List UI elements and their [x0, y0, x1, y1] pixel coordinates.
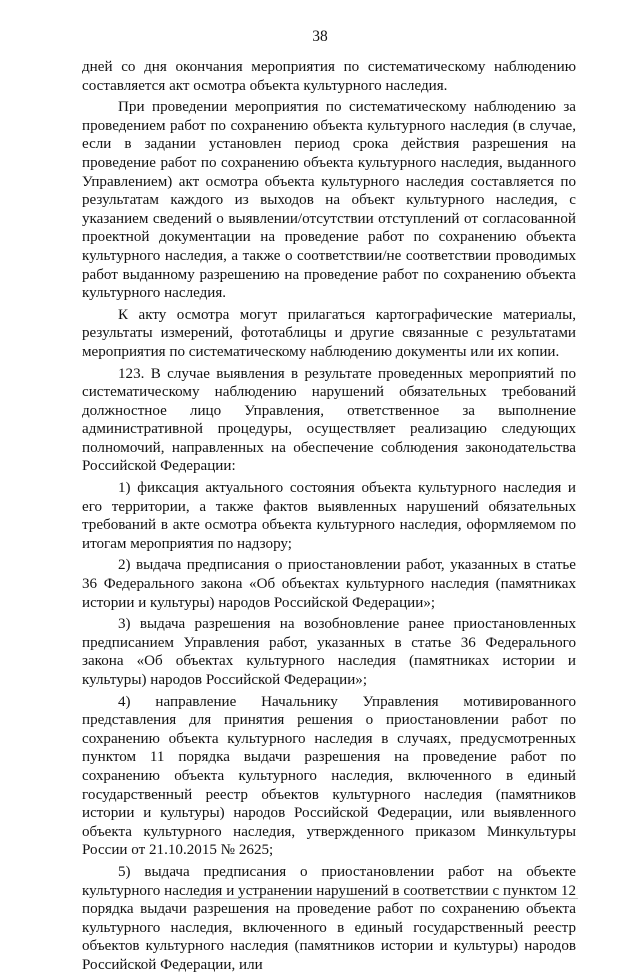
list-item-4: 4) направление Начальнику Управления мотивированного представления для принятия решения о приостановлении работ по сохранению объекта культурного наследия в случаях, предусмотренных пунктом 11 порядка выдачи разрешения на проведение работ по сохранению объекта культурного наследия, включенного в единый государственный реестр объектов культурного наследия (памятников истории и культуры) народов Российской Федерации, или выявленного объекта культурного наследия, утвержденного приказом Минкультуры России от 21.10.2015 № 2625;: [82, 693, 576, 859]
list-item-2: 2) выдача предписания о приостановлении работ, указанных в статье 36 Федерального закона «Об объектах культурного наследия (памятниках истории и культуры) народов Российской Федерации»;: [82, 557, 576, 611]
list-item-1: 1) фиксация актуального состояния объекта культурного наследия и его территории, а также фактов выявленных нарушений обязательных требований в акте осмотра объекта культурного наследия, оформляемом по итогам мероприятия по надзору;: [82, 480, 576, 552]
paragraph-continuation: дней со дня окончания мероприятия по систематическому наблюдению составляется акт осмотра объекта культурного наследия.: [82, 59, 576, 94]
document-body: [82, 58, 576, 978]
paragraph-item-123: 123. В случае выявления в результате проведенных мероприятий по систематическому наблюдению нарушений обязательных требований должностное лицо Управления, ответственное за выполнение административной процедуры, осуществляет реализацию следующих полномочий, направленных на обеспечение соблюдения законодательства Российской Федерации:: [82, 365, 576, 475]
paragraph-inspection-act: При проведении мероприятия по систематическому наблюдению за проведением работ по сохранению объекта культурного наследия (в случае, если в задании установлен период срока действия разрешения на проведение работ по сохранению объекта культурного наследия, выданного Управлением) акт осмотра объекта культурного наследия составляется по результатам каждого из выходов на объект культурного наследия, с указанием сведений о выявлении/отсутствии отступлений от согласованной проектной документации на проведение работ по сохранению объекта культурного наследия, а также о соответствии/не соответствии проводимых работ выданному разрешению на проведение работ по сохранению объекта культурного наследия.: [82, 99, 576, 302]
footer-divider: [178, 898, 578, 899]
list-item-3: 3) выдача разрешения на возобновление ранее приостановленных предписанием Управления работ, указанных в статье 36 Федерального закона «Об объектах культурного наследия (памятниках истории и культуры) народов Российской Федерации»;: [82, 616, 576, 688]
list-item-5: 5) выдача предписания о приостановлении работ на объекте культурного наследия и устранении нарушений в соответствии с пунктом 12 порядка выдачи разрешения на проведение работ по сохранению объекта культурного наследия, включенного в единый государственный реестр объектов культурного наследия (памятников истории и культуры) народов Российской Федерации, или: [82, 863, 576, 973]
page-number: 38: [312, 28, 328, 45]
paragraph-attachments: К акту осмотра могут прилагаться картографические материалы, результаты измерений, фототаблицы и другие связанные с результатами мероприятия по систематическому наблюдению документы или их копии.: [82, 306, 576, 360]
